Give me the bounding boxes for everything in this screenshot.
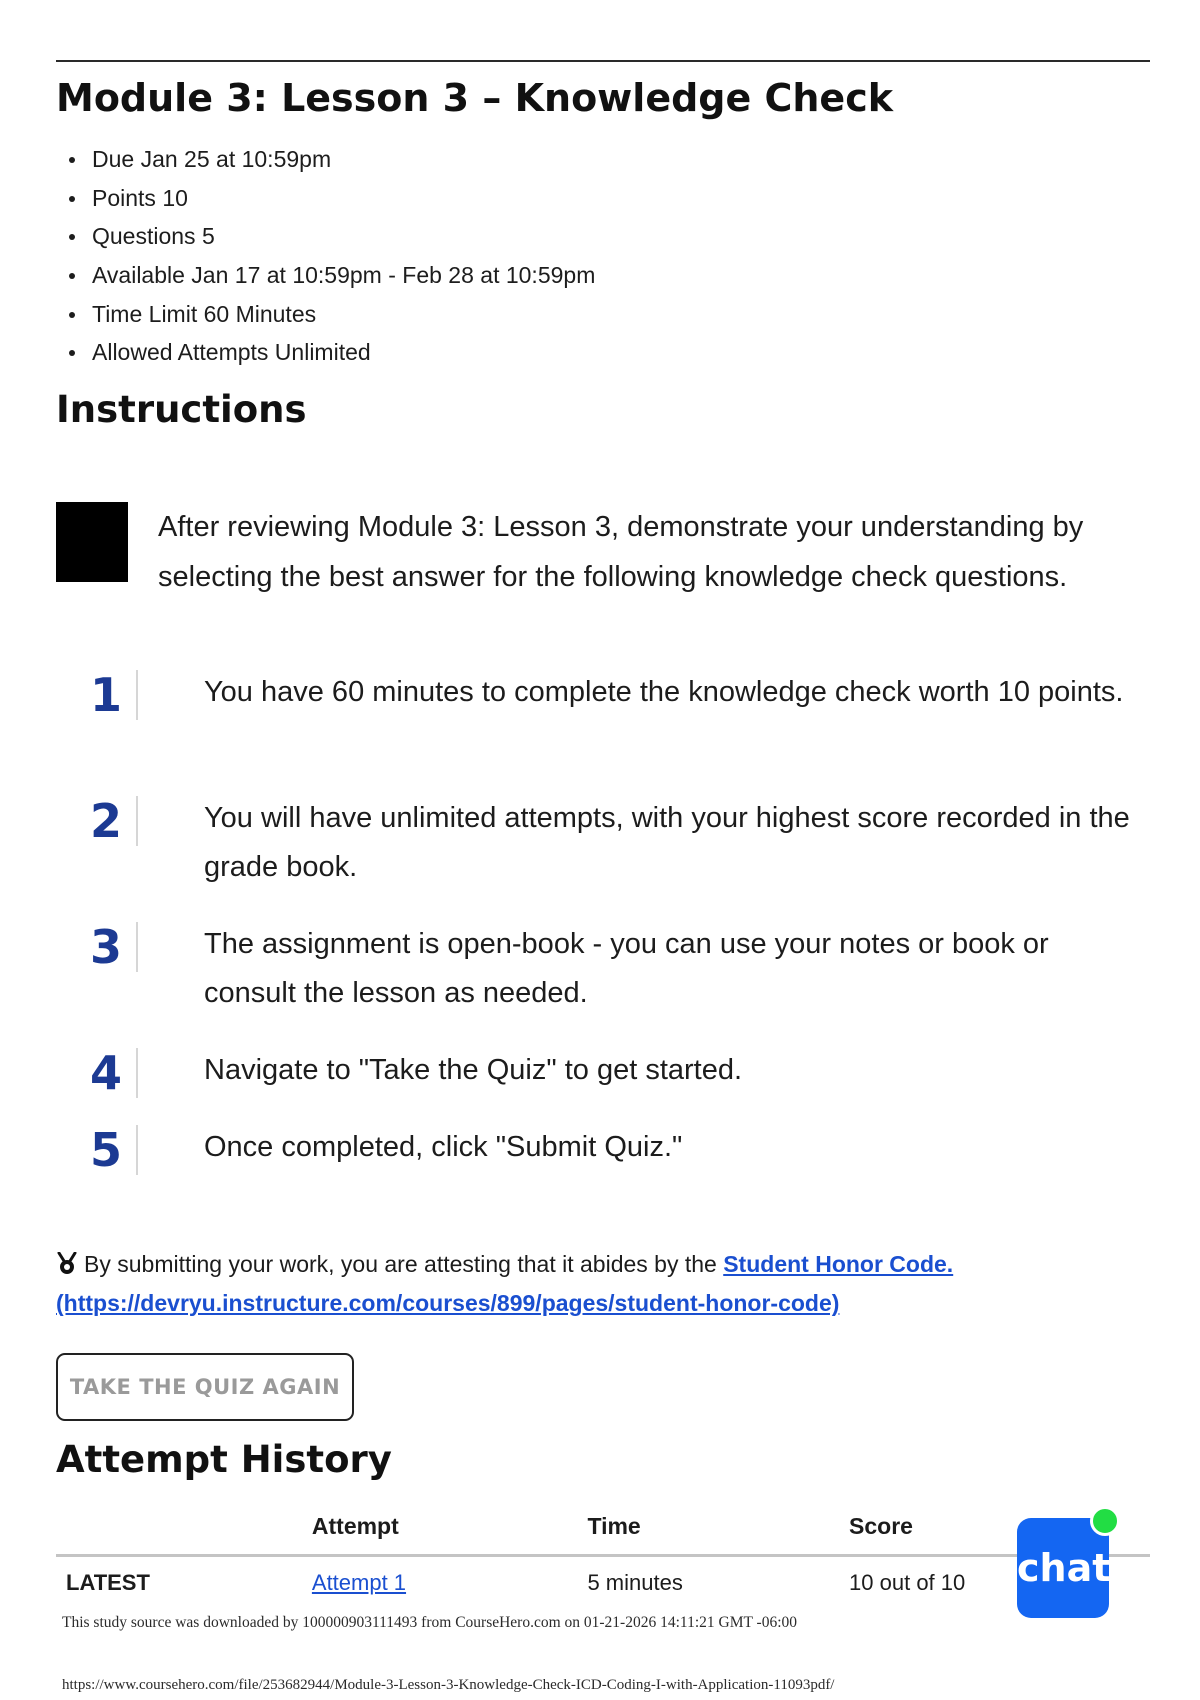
online-status-dot (1090, 1506, 1120, 1536)
step-divider (136, 1048, 138, 1098)
quiz-details-list (56, 140, 595, 372)
student-honor-code-url-link[interactable]: (https://devryu.instructure.com/courses/899/pages/student-honor-code) (56, 1290, 840, 1316)
step-divider (136, 670, 138, 720)
column-header-score: Score (849, 1502, 1150, 1556)
detail-due: Due Jan 25 at 10:59pm (92, 140, 595, 179)
column-header-time: Time (587, 1502, 849, 1556)
table-row (56, 1556, 1150, 1610)
honor-text: By submitting your work, you are attesting that it abides by the (84, 1251, 724, 1277)
instructions-intro: After reviewing Module 3: Lesson 3, demonstrate your understanding by selecting the best answer for the following knowledge check questions. (158, 511, 1084, 593)
step-number: 2 (90, 794, 123, 848)
step-divider (136, 796, 138, 846)
chat-button[interactable]: chat (1017, 1518, 1109, 1618)
score-cell: 10 out of 10 (849, 1570, 966, 1595)
step-text: Navigate to "Take the Quiz" to get started. (204, 1054, 743, 1086)
instructions-heading: Instructions (56, 388, 307, 431)
take-quiz-again-button[interactable]: TAKE THE QUIZ AGAIN (56, 1353, 354, 1421)
attempt-history-table (56, 1502, 1150, 1609)
step-number: 4 (90, 1046, 123, 1100)
top-divider (56, 60, 1150, 62)
honor-code-notice (56, 1245, 1150, 1323)
download-source-note: This study source was downloaded by 100000903111493 from CourseHero.com on 01-21-2026 14:11:21 GMT -06:00 (62, 1614, 798, 1631)
detail-questions: Questions 5 (92, 217, 595, 256)
detail-available: Available Jan 17 at 10:59pm - Feb 28 at 10:59pm (92, 256, 595, 295)
latest-label: LATEST (66, 1570, 150, 1595)
column-header-label (56, 1502, 312, 1556)
step-number: 5 (90, 1123, 123, 1177)
student-honor-code-link[interactable]: Student Honor Code. (723, 1251, 954, 1277)
source-url: https://www.coursehero.com/file/253682944/Module-3-Lesson-3-Knowledge-Check-ICD-Coding-I-with-Application-11093pdf/ (62, 1677, 835, 1693)
step-divider (136, 922, 138, 972)
attempt-cell (312, 1556, 588, 1610)
medal-icon (56, 1249, 78, 1273)
table-header-row (56, 1502, 1150, 1556)
step-text: You will have unlimited attempts, with your highest score recorded in the grade book. (204, 802, 1130, 883)
step-divider (136, 1125, 138, 1175)
column-header-attempt: Attempt (312, 1502, 588, 1556)
detail-time-limit: Time Limit 60 Minutes (92, 295, 595, 334)
step-number: 3 (90, 920, 123, 974)
step-text: Once completed, click "Submit Quiz." (204, 1131, 683, 1163)
step-text: The assignment is open-book - you can use your notes or book or consult the lesson as needed. (204, 928, 1049, 1009)
attempt-history-heading: Attempt History (56, 1438, 392, 1481)
step-text: You have 60 minutes to complete the knowledge check worth 10 points. (204, 676, 1124, 708)
step-number: 1 (90, 668, 123, 722)
page-title: Module 3: Lesson 3 – Knowledge Check (56, 76, 894, 120)
detail-allowed-attempts: Allowed Attempts Unlimited (92, 333, 595, 372)
time-cell: 5 minutes (587, 1570, 683, 1595)
detail-points: Points 10 (92, 179, 595, 218)
attempt-1-link[interactable]: Attempt 1 (311, 1570, 407, 1595)
intro-image-block (56, 502, 128, 582)
